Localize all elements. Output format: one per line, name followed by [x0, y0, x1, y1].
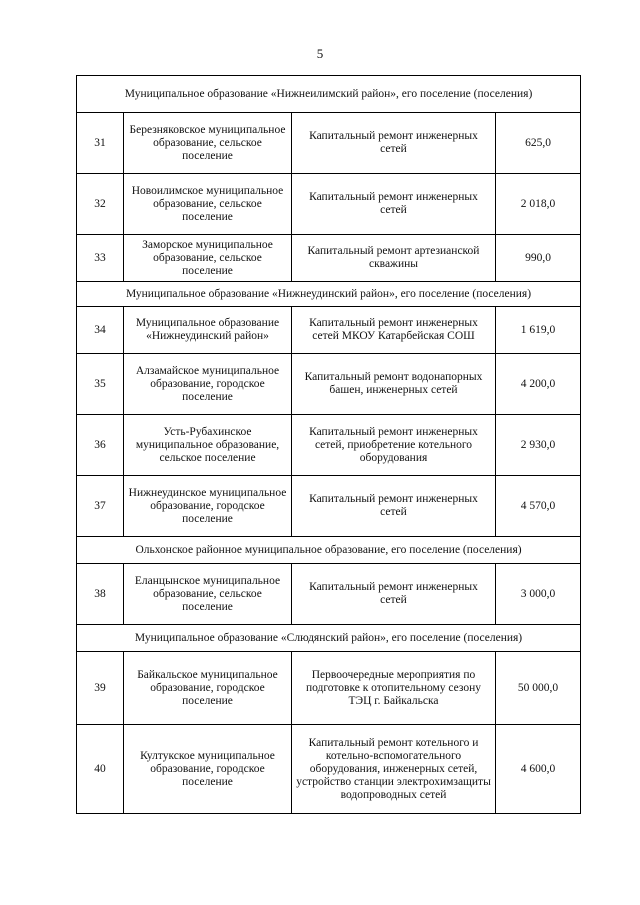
group-header: Муниципальное образование «Слюдянский район», его поселение (поселения)	[77, 625, 581, 652]
row-number: 34	[77, 307, 124, 354]
row-number: 40	[77, 725, 124, 814]
table-row	[77, 725, 581, 814]
row-number: 39	[77, 652, 124, 725]
amount: 4 600,0	[496, 725, 581, 814]
municipality-name: Култукское муниципальное образование, городское поселение	[124, 725, 292, 814]
work-description: Капитальный ремонт инженерных сетей	[292, 476, 496, 537]
group-header-row	[77, 537, 581, 564]
work-description: Капитальный ремонт инженерных сетей, приобретение котельного оборудования	[292, 415, 496, 476]
amount: 3 000,0	[496, 564, 581, 625]
municipality-name: Байкальское муниципальное образование, городское поселение	[124, 652, 292, 725]
row-number: 36	[77, 415, 124, 476]
amount: 2 018,0	[496, 174, 581, 235]
municipality-name: Березняковское муниципальное образование, сельское поселение	[124, 113, 292, 174]
municipality-name: Нижнеудинское муниципальное образование, городское поселение	[124, 476, 292, 537]
table-row	[77, 415, 581, 476]
table-row	[77, 174, 581, 235]
amount: 2 930,0	[496, 415, 581, 476]
amount: 50 000,0	[496, 652, 581, 725]
row-number: 38	[77, 564, 124, 625]
work-description: Капитальный ремонт артезианской скважины	[292, 235, 496, 282]
table-row	[77, 354, 581, 415]
amount: 625,0	[496, 113, 581, 174]
work-description: Капитальный ремонт инженерных сетей	[292, 564, 496, 625]
amount: 1 619,0	[496, 307, 581, 354]
municipality-name: Муниципальное образование «Нижнеудинский район»	[124, 307, 292, 354]
table-row	[77, 307, 581, 354]
municipality-name: Заморское муниципальное образование, сельское поселение	[124, 235, 292, 282]
row-number: 35	[77, 354, 124, 415]
table-row	[77, 113, 581, 174]
row-number: 31	[77, 113, 124, 174]
table-row	[77, 235, 581, 282]
page-number: 5	[316, 46, 324, 61]
group-header: Муниципальное образование «Нижнеудинский район», его поселение (поселения)	[77, 282, 581, 307]
work-description: Первоочередные мероприятия по подготовке к отопительному сезону ТЭЦ г. Байкальска	[292, 652, 496, 725]
municipality-name: Усть-Рубахинское муниципальное образование, сельское поселение	[124, 415, 292, 476]
work-description: Капитальный ремонт водонапорных башен, инженерных сетей	[292, 354, 496, 415]
group-header-row	[77, 625, 581, 652]
row-number: 33	[77, 235, 124, 282]
amount: 4 570,0	[496, 476, 581, 537]
group-header: Ольхонское районное муниципальное образование, его поселение (поселения)	[77, 537, 581, 564]
work-description: Капитальный ремонт инженерных сетей МКОУ Катарбейская СОШ	[292, 307, 496, 354]
table-row	[77, 652, 581, 725]
group-header-row	[77, 282, 581, 307]
row-number: 37	[77, 476, 124, 537]
municipality-name: Новоилимское муниципальное образование, сельское поселение	[124, 174, 292, 235]
group-header: Муниципальное образование «Нижнеилимский район», его поселение (поселения)	[77, 76, 581, 113]
municipality-name: Алзамайское муниципальное образование, городское поселение	[124, 354, 292, 415]
table-row	[77, 476, 581, 537]
amount: 990,0	[496, 235, 581, 282]
table-row	[77, 564, 581, 625]
group-header-row	[77, 76, 581, 113]
row-number: 32	[77, 174, 124, 235]
work-description: Капитальный ремонт инженерных сетей	[292, 113, 496, 174]
amount: 4 200,0	[496, 354, 581, 415]
work-description: Капитальный ремонт инженерных сетей	[292, 174, 496, 235]
municipality-name: Еланцынское муниципальное образование, сельское поселение	[124, 564, 292, 625]
work-description: Капитальный ремонт котельного и котельно-вспомогательного оборудования, инженерных сетей, устройство станции электрохимзащиты водопроводных сетей	[292, 725, 496, 814]
funding-table	[76, 75, 581, 814]
